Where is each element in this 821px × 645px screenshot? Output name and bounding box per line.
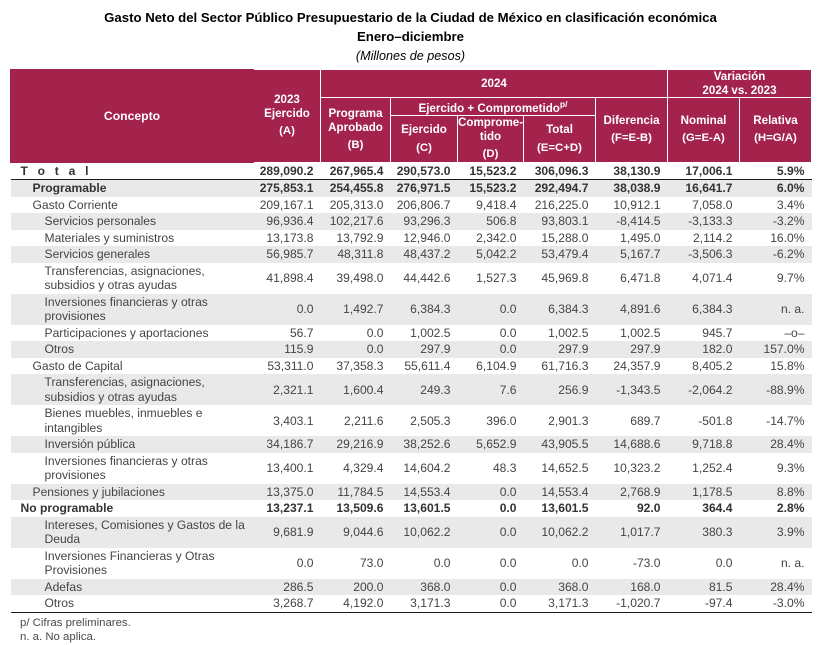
table-row [11,548,812,579]
cell-diferencia: 92.0 [596,500,668,517]
cell-diferencia: 689.7 [596,405,668,436]
cell-total: 306,096.3 [524,162,596,180]
cell-2023-ejercido: 56,985.7 [254,246,321,263]
header-relativa-code: (H=G/A) [754,132,797,145]
cell-diferencia: -8,414.5 [596,213,668,230]
cell-nominal: 1,178.5 [668,484,740,501]
column-header-ejercido [391,116,458,163]
cell-ejercido: 10,062.2 [391,517,458,548]
cell-2023-ejercido: 0.0 [254,294,321,325]
cell-2023-ejercido: 3,268.7 [254,595,321,612]
footnotes [10,613,811,645]
cell-comprometido: 0.0 [458,517,524,548]
title-block [10,0,811,68]
table-row [11,230,812,247]
cell-diferencia: 5,167.7 [596,246,668,263]
cell-total: 1,002.5 [524,325,596,342]
row-label [11,162,254,180]
header-total-label: Total [546,123,573,137]
cell-programa-aprobado: 11,784.5 [321,484,391,501]
header-variacion-label: Variación [713,70,766,83]
column-header-total [524,116,596,163]
cell-programa-aprobado: 200.0 [321,579,391,596]
cell-relativa: -3.0% [740,595,812,612]
cell-relativa: 9.7% [740,263,812,294]
header-ejercido-label: Ejercido [401,123,447,137]
cell-comprometido: 2,342.0 [458,230,524,247]
cell-total: 61,716.3 [524,358,596,375]
row-label: Adefas [11,579,254,596]
cell-2023-ejercido: 209,167.1 [254,197,321,214]
cell-2023-ejercido: 56.7 [254,325,321,342]
cell-nominal: 0.0 [668,548,740,579]
header-comprometido-code: (D) [482,148,499,161]
cell-2023-ejercido: 289,090.2 [254,162,321,180]
column-header-diferencia [596,98,668,163]
cell-nominal: 6,384.3 [668,294,740,325]
header-programa-code: (B) [347,139,364,152]
cell-total: 256.9 [524,374,596,405]
table-row [11,436,812,453]
cell-total: 10,062.2 [524,517,596,548]
row-label: Inversiones Financieras y Otras Provisiones [11,548,254,579]
cell-2023-ejercido: 34,186.7 [254,436,321,453]
footnote-marker-p: p/ [559,99,568,109]
cell-total: 13,601.5 [524,500,596,517]
row-label: Materiales y suministros [11,230,254,247]
row-label: Servicios personales [11,213,254,230]
cell-nominal: -3,506.3 [668,246,740,263]
cell-nominal: -97.4 [668,595,740,612]
row-label: Inversiones financieras y otras provisiones [11,453,254,484]
cell-total: 43,905.5 [524,436,596,453]
footnote-preliminares: p/ Cifras preliminares. [20,616,131,629]
cell-total: 53,479.4 [524,246,596,263]
cell-diferencia: 14,688.6 [596,436,668,453]
cell-programa-aprobado: 4,192.0 [321,595,391,612]
cell-comprometido: 6,104.9 [458,358,524,375]
cell-programa-aprobado: 48,311.8 [321,246,391,263]
cell-total: 0.0 [524,548,596,579]
table-body [11,162,812,612]
row-label: Servicios generales [11,246,254,263]
cell-relativa: 5.9% [740,162,812,180]
header-comprometido-label-2: tido [479,129,502,143]
cell-programa-aprobado: 9,044.6 [321,517,391,548]
header-ejercido-code: (C) [416,141,432,154]
cell-comprometido: 0.0 [458,500,524,517]
cell-total: 292,494.7 [524,180,596,197]
cell-diferencia: 2,768.9 [596,484,668,501]
header-2023-sub: Ejercido [264,106,310,120]
cell-total: 6,384.3 [524,294,596,325]
cell-diferencia: -73.0 [596,548,668,579]
cell-relativa: 6.0% [740,180,812,197]
table-row [11,294,812,325]
cell-total: 14,652.5 [524,453,596,484]
cell-programa-aprobado: 205,313.0 [321,197,391,214]
cell-comprometido: 5,652.9 [458,436,524,453]
column-header-concepto: Concepto [11,70,254,163]
cell-diferencia: -1,020.7 [596,595,668,612]
cell-ejercido: 1,002.5 [391,325,458,342]
cell-2023-ejercido: 115.9 [254,341,321,358]
cell-2023-ejercido: 13,237.1 [254,500,321,517]
cell-relativa: 15.8% [740,358,812,375]
cell-ejercido: 38,252.6 [391,436,458,453]
cell-ejercido: 368.0 [391,579,458,596]
cell-programa-aprobado: 13,792.9 [321,230,391,247]
cell-diferencia: 1,495.0 [596,230,668,247]
cell-ejercido: 3,171.3 [391,595,458,612]
cell-nominal: 8,405.2 [668,358,740,375]
cell-ejercido: 290,573.0 [391,162,458,180]
row-label: Bienes muebles, inmuebles e intangibles [11,405,254,436]
cell-diferencia: 38,130.9 [596,162,668,180]
cell-ejercido: 13,601.5 [391,500,458,517]
cell-nominal: 380.3 [668,517,740,548]
cell-nominal: 7,058.0 [668,197,740,214]
cell-relativa: -3.2% [740,213,812,230]
cell-comprometido: 15,523.2 [458,180,524,197]
row-label: Inversiones financieras y otras provisiones [11,294,254,325]
table-row [11,197,812,214]
cell-programa-aprobado: 102,217.6 [321,213,391,230]
cell-relativa: n. a. [740,548,812,579]
cell-ejercido: 297.9 [391,341,458,358]
cell-nominal: 1,252.4 [668,453,740,484]
cell-2023-ejercido: 9,681.9 [254,517,321,548]
table-row [11,500,812,517]
cell-comprometido: 15,523.2 [458,162,524,180]
column-header-nominal [668,98,740,163]
column-header-ejercido-comprometido [391,98,596,116]
cell-programa-aprobado: 13,509.6 [321,500,391,517]
header-variacion-years: 2024 vs. 2023 [702,83,777,97]
row-label: Programable [11,180,254,197]
cell-nominal: 81.5 [668,579,740,596]
cell-total: 14,553.4 [524,484,596,501]
table-row [11,374,812,405]
expenditure-table [10,69,812,613]
cell-relativa: 3.9% [740,517,812,548]
cell-programa-aprobado: 2,211.6 [321,405,391,436]
cell-programa-aprobado: 254,455.8 [321,180,391,197]
column-header-relativa [740,98,812,163]
row-label: No programable [11,500,254,517]
cell-relativa: -88.9% [740,374,812,405]
cell-programa-aprobado: 4,329.4 [321,453,391,484]
cell-2023-ejercido: 0.0 [254,548,321,579]
cell-nominal: 16,641.7 [668,180,740,197]
cell-2023-ejercido: 275,853.1 [254,180,321,197]
cell-2023-ejercido: 41,898.4 [254,263,321,294]
cell-ejercido: 249.3 [391,374,458,405]
cell-programa-aprobado: 0.0 [321,341,391,358]
table-row [11,595,812,612]
cell-comprometido: 0.0 [458,579,524,596]
cell-comprometido: 0.0 [458,294,524,325]
cell-comprometido: 0.0 [458,325,524,342]
cell-ejercido: 44,442.6 [391,263,458,294]
cell-ejercido: 14,604.2 [391,453,458,484]
cell-nominal: 182.0 [668,341,740,358]
cell-relativa: 9.3% [740,453,812,484]
header-ejercido-comprometido-label: Ejercido + Comprometido [418,101,560,115]
header-diferencia-label: Diferencia [603,113,660,127]
page-title: Gasto Neto del Sector Público Presupuestario de la Ciudad de México en clasificación económica [104,10,717,25]
cell-relativa: 28.4% [740,436,812,453]
cell-total: 216,225.0 [524,197,596,214]
table-row [11,325,812,342]
cell-relativa: 3.4% [740,197,812,214]
header-nominal-label: Nominal [680,113,727,127]
cell-ejercido: 48,437.2 [391,246,458,263]
cell-comprometido: 0.0 [458,548,524,579]
cell-total: 297.9 [524,341,596,358]
cell-nominal: 364.4 [668,500,740,517]
cell-diferencia: 4,891.6 [596,294,668,325]
row-label: Pensiones y jubilaciones [11,484,254,501]
cell-diferencia: -1,343.5 [596,374,668,405]
cell-diferencia: 38,038.9 [596,180,668,197]
cell-comprometido: 0.0 [458,341,524,358]
table-header [11,70,812,163]
column-header-comprometido [458,116,524,163]
table-row [11,246,812,263]
cell-ejercido: 12,946.0 [391,230,458,247]
header-diferencia-code: (F=E-B) [611,132,652,145]
cell-relativa: n. a. [740,294,812,325]
cell-2023-ejercido: 13,375.0 [254,484,321,501]
table-row [11,405,812,436]
row-label: Intereses, Comisiones y Gastos de la Deuda [11,517,254,548]
cell-diferencia: 297.9 [596,341,668,358]
cell-relativa: -14.7% [740,405,812,436]
cell-2023-ejercido: 13,173.8 [254,230,321,247]
cell-programa-aprobado: 39,498.0 [321,263,391,294]
cell-diferencia: 1,002.5 [596,325,668,342]
cell-nominal: 2,114.2 [668,230,740,247]
cell-ejercido: 276,971.5 [391,180,458,197]
row-label-text: T o t a l [20,163,92,178]
cell-nominal: 17,006.1 [668,162,740,180]
column-header-2024: 2024 [321,70,668,98]
cell-programa-aprobado: 1,600.4 [321,374,391,405]
cell-comprometido: 5,042.2 [458,246,524,263]
cell-total: 2,901.3 [524,405,596,436]
column-header-variacion [668,70,812,98]
cell-relativa: 28.4% [740,579,812,596]
cell-2023-ejercido: 2,321.1 [254,374,321,405]
row-label: Participaciones y aportaciones [11,325,254,342]
cell-comprometido: 0.0 [458,595,524,612]
cell-ejercido: 93,296.3 [391,213,458,230]
cell-ejercido: 206,806.7 [391,197,458,214]
cell-relativa: 157.0% [740,341,812,358]
cell-ejercido: 6,384.3 [391,294,458,325]
cell-ejercido: 55,611.4 [391,358,458,375]
row-label: Inversión pública [11,436,254,453]
row-label: Transferencias, asignaciones, subsidios y otras ayudas [11,263,254,294]
cell-total: 93,803.1 [524,213,596,230]
cell-diferencia: 1,017.7 [596,517,668,548]
header-nominal-code: (G=E-A) [682,132,725,145]
table-row [11,213,812,230]
column-header-2023-ejercido [254,70,321,163]
cell-diferencia: 24,357.9 [596,358,668,375]
page-units-label: (Millones de pesos) [355,49,466,63]
cell-nominal: -3,133.3 [668,213,740,230]
cell-programa-aprobado: 1,492.7 [321,294,391,325]
table-row [11,180,812,197]
cell-relativa: 2.8% [740,500,812,517]
row-label: Gasto Corriente [11,197,254,214]
table-row [11,162,812,180]
row-label: Transferencias, asignaciones, subsidios y otras ayudas [11,374,254,405]
cell-total: 368.0 [524,579,596,596]
cell-programa-aprobado: 37,358.3 [321,358,391,375]
page-subtitle-period: Enero–diciembre [356,29,464,44]
cell-2023-ejercido: 3,403.1 [254,405,321,436]
cell-2023-ejercido: 96,936.4 [254,213,321,230]
table-row [11,484,812,501]
table-row [11,453,812,484]
cell-programa-aprobado: 29,216.9 [321,436,391,453]
header-programa: Programa [328,107,383,121]
cell-comprometido: 396.0 [458,405,524,436]
header-row-1 [11,70,812,98]
cell-relativa: –o– [740,325,812,342]
cell-diferencia: 168.0 [596,579,668,596]
row-label: Otros [11,595,254,612]
header-relativa-label: Relativa [753,113,798,127]
table-row [11,341,812,358]
cell-diferencia: 10,912.1 [596,197,668,214]
header-2023-year: 2023 [274,93,300,107]
cell-2023-ejercido: 53,311.0 [254,358,321,375]
cell-ejercido: 14,553.4 [391,484,458,501]
footnote-no-aplica: n. a. No aplica. [20,631,96,644]
table-row [11,358,812,375]
cell-comprometido: 9,418.4 [458,197,524,214]
table-row [11,517,812,548]
cell-total: 15,288.0 [524,230,596,247]
cell-comprometido: 506.8 [458,213,524,230]
cell-relativa: 16.0% [740,230,812,247]
table-row [11,579,812,596]
cell-2023-ejercido: 13,400.1 [254,453,321,484]
cell-total: 3,171.3 [524,595,596,612]
cell-programa-aprobado: 267,965.4 [321,162,391,180]
row-label: Gasto de Capital [11,358,254,375]
cell-comprometido: 0.0 [458,484,524,501]
cell-nominal: 9,718.8 [668,436,740,453]
cell-total: 45,969.8 [524,263,596,294]
cell-nominal: 4,071.4 [668,263,740,294]
cell-nominal: -501.8 [668,405,740,436]
cell-2023-ejercido: 286.5 [254,579,321,596]
table-row [11,263,812,294]
header-2023-code: (A) [279,125,295,138]
header-total-code: (E=C+D) [537,141,582,154]
cell-relativa: 8.8% [740,484,812,501]
cell-comprometido: 1,527.3 [458,263,524,294]
header-programa-sub: Aprobado [328,120,383,134]
cell-comprometido: 7.6 [458,374,524,405]
header-comprometido-label-1: Comprome- [458,116,524,130]
cell-comprometido: 48.3 [458,453,524,484]
cell-nominal: 945.7 [668,325,740,342]
cell-programa-aprobado: 0.0 [321,325,391,342]
row-label: Otros [11,341,254,358]
cell-diferencia: 10,323.2 [596,453,668,484]
column-header-programa-aprobado [321,98,391,163]
cell-programa-aprobado: 73.0 [321,548,391,579]
cell-relativa: -6.2% [740,246,812,263]
cell-nominal: -2,064.2 [668,374,740,405]
cell-diferencia: 6,471.8 [596,263,668,294]
cell-ejercido: 2,505.3 [391,405,458,436]
cell-ejercido: 0.0 [391,548,458,579]
